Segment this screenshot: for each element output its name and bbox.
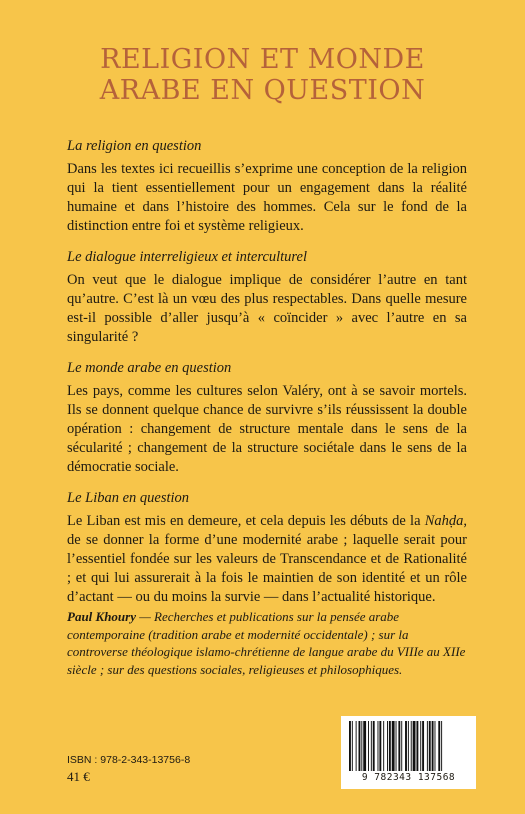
author-name: Paul Khoury xyxy=(67,609,136,624)
section-heading-religion: La religion en question xyxy=(67,138,202,154)
section-text-dialogue: On veut que le dialogue implique de considérer l’autre en tant qu’autre. C’est là un vœu des plus respectables. Dans quelle mesure est-il possible d’aller jusqu’à « coïncider » avec l’autre en sa singularité ? xyxy=(67,272,467,345)
blurb xyxy=(67,137,467,619)
title-line-1: RELIGION ET MONDE xyxy=(100,44,425,75)
barcode xyxy=(341,716,476,789)
author-bio: — Recherches et publications sur la pensée arabe contemporaine (tradition arabe et modernité occidentale) ; sur la controverse théologique islamo-chrétienne de langue arabe du VIIIe au XIIe siècle ; sur des questions sociales, religieuses et philosophiques. xyxy=(67,609,466,677)
isbn: ISBN : 978-2-343-13756-8 xyxy=(67,754,191,766)
author-note xyxy=(67,608,472,678)
section-heading-liban: Le Liban en question xyxy=(67,490,190,506)
section-heading-monde-arabe: Le monde arabe en question xyxy=(67,360,232,376)
liban-text-part-1: Le Liban est mis en demeure, et cela depuis les débuts de la xyxy=(67,513,425,529)
section-text-liban xyxy=(67,512,467,607)
price: 41 € xyxy=(67,769,90,784)
section-heading-dialogue: Le dialogue interreligieux et interculturel xyxy=(67,249,308,265)
section-text-monde-arabe: Les pays, comme les cultures selon Valéry, ont à se savoir mortels. Ils se donnent quelque chance de survivre s’ils réussissent la double opération : changement de structure mentale dans le sens de la sécularité ; changement de la structure sociétale dans le sens de la démocratie sociale. xyxy=(67,383,467,475)
liban-text-nahda: Nahḍa xyxy=(424,513,464,529)
barcode-number: 9 782343 137568 xyxy=(361,772,456,783)
book-title xyxy=(0,44,525,106)
title-line-2: ARABE EN QUESTION xyxy=(99,75,426,106)
barcode-bars xyxy=(347,721,470,771)
liban-text-part-2: , de se donner la forme d’une modernité arabe ; laquelle serait pour l’essentiel fondée sur les valeurs de Transcendance et de Rationalité ; et qui lui assurerait à la fois le maintien de son identité et un rôle d’actant — ou du moins la survie — dans l’actualité historique. xyxy=(67,513,467,605)
section-text-religion: Dans les textes ici recueillis s’exprime une conception de la religion qui la tient essentiellement pour un engagement dans la réalité humaine et dans l’histoire des hommes. Cela sur le fond de la distinction entre foi et système religieux. xyxy=(67,161,467,234)
